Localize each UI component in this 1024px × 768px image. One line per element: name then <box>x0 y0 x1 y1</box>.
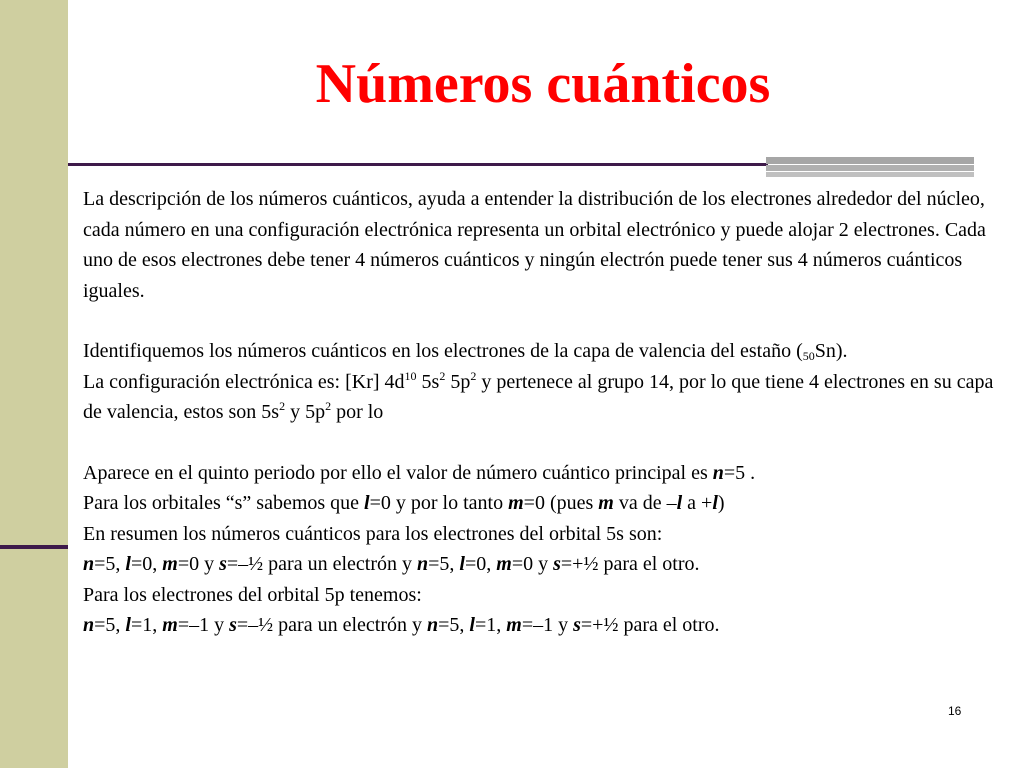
superscript: 2 <box>279 399 286 413</box>
tin-paragraph <box>83 336 1003 367</box>
line-text: =0 (pues <box>523 492 599 514</box>
config-text: y 5p <box>285 401 326 423</box>
quantum-variable: s <box>229 614 237 636</box>
quantum-variable: m <box>162 553 178 575</box>
superscript: 2 <box>439 368 446 383</box>
tin-intro-text: Identifiquemos los números cuánticos en los electrones de la capa de valencia del estaño ( <box>83 340 803 362</box>
line-text: =1, <box>474 614 507 636</box>
quantum-variable: s <box>573 614 581 636</box>
quantum-variable: l <box>459 553 465 575</box>
config-text: y pertenece al grupo 14, por lo que tiene 4 electrones en su capa de valencia, estos son 5s <box>83 370 994 423</box>
tin-symbol: Sn). <box>814 340 848 362</box>
quantum-variable: l <box>364 492 370 514</box>
superscript: 2 <box>470 368 477 383</box>
config-text: por lo <box>331 401 384 423</box>
config-text: 5p <box>445 370 471 393</box>
line-text: =–½ para un electrón y <box>236 614 427 636</box>
line-text: =+½ para el otro. <box>560 553 700 575</box>
superscript: 2 <box>325 399 332 413</box>
line-text: =0 y <box>511 553 554 575</box>
summary-5s-values <box>83 549 1003 580</box>
line-text: =5, <box>94 614 126 636</box>
quantum-variable: m <box>496 553 512 575</box>
line-text: =–½ para un electrón y <box>226 553 417 575</box>
quantum-variable: n <box>427 614 439 636</box>
line-text: =5, <box>438 614 470 636</box>
line-text: a + <box>682 492 713 514</box>
quantum-variable: n <box>83 553 95 575</box>
quantum-variable: n <box>712 461 724 484</box>
quantum-variable: l <box>125 553 131 575</box>
quantum-variable: l <box>712 492 718 514</box>
intro-paragraph: La descripción de los números cuánticos, ayuda a entender la distribución de los electrones alrededor del núcleo, cada número en una configuración electrónica representa un orbital electrónico y puede alojar 2 electrones. Cada uno de esos electrones debe tener 4 números cuánticos y ningún electrón puede tener sus 4 números cuánticos iguales. <box>83 188 986 302</box>
line-text: Para los orbitales “s” sabemos que <box>83 492 365 514</box>
line-text: va de – <box>613 492 677 514</box>
configuration-paragraph <box>83 367 1003 428</box>
line-text: =–1 y <box>177 614 230 636</box>
config-text: 5s <box>416 370 440 393</box>
line-text: =1, <box>130 614 163 636</box>
title-rule <box>68 163 768 166</box>
sidebar-rule <box>0 545 68 549</box>
line-text: =5 . <box>723 461 756 484</box>
quantum-variable: n <box>417 553 429 575</box>
slide-title: Números cuánticos <box>315 53 771 115</box>
quantum-variable: s <box>553 553 561 575</box>
quantum-variable: l <box>469 614 475 636</box>
summary-5p-values <box>83 610 1003 641</box>
slide-body <box>83 184 1003 641</box>
quantum-variable: s <box>219 553 227 575</box>
page-number: 16 <box>948 704 962 718</box>
quantum-variable: m <box>598 492 614 514</box>
quantum-variable: m <box>162 614 178 636</box>
summary-5s-heading: En resumen los números cuánticos para los electrones del orbital 5s son: <box>83 522 663 545</box>
line-text: =5, <box>94 553 126 575</box>
line-text: ) <box>717 492 725 514</box>
quantum-variable: l <box>125 614 131 636</box>
decorative-grey-bars <box>766 157 974 180</box>
superscript: 10 <box>404 368 417 383</box>
summary-5p-heading: Para los electrones del orbital 5p tenemos: <box>83 583 422 606</box>
line-text: =0 y <box>177 553 220 575</box>
quantum-variable: l <box>676 492 683 514</box>
atomic-number: 50 <box>802 349 815 363</box>
quantum-variable: n <box>83 614 95 636</box>
line-text: Aparece en el quinto periodo por ello el valor de número cuántico principal es <box>83 461 713 484</box>
quantum-variable: m <box>506 614 522 636</box>
line-text: =0 y por lo tanto <box>369 492 509 514</box>
line-text: =–1 y <box>521 614 574 636</box>
config-text: La configuración electrónica es: [Kr] 4d <box>83 370 405 393</box>
line-text: =0, <box>464 553 497 575</box>
line-text: =0, <box>130 553 163 575</box>
line-text: =5, <box>428 553 460 575</box>
principal-number-line <box>83 458 1003 489</box>
quantum-variable: m <box>508 492 524 514</box>
s-orbital-line <box>83 488 1003 519</box>
line-text: =+½ para el otro. <box>580 614 720 636</box>
